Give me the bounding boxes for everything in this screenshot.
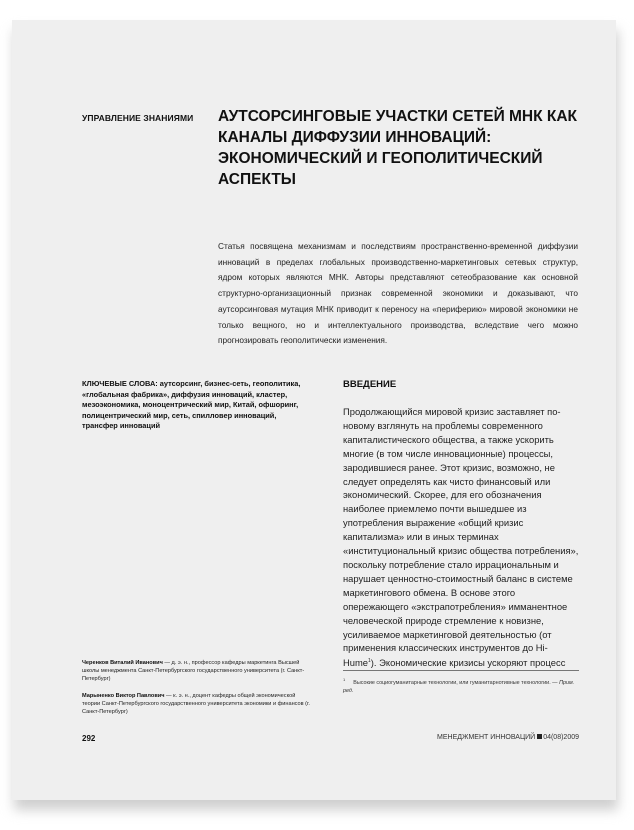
footnote-mark: 1 [343, 677, 346, 682]
introduction-text [343, 405, 579, 670]
keywords: КЛЮЧЕВЫЕ СЛОВА: аутсорсинг, бизнес-сеть, геополитика, «глобальная фабрика», диффузия инноваций, кластер, мезоэкономика, моноцентрический мир, Китай, офшоринг, полицентрический мир, сеть, спилловер инноваций, трансфер инноваций [82, 379, 301, 431]
footnote-reference: 1 [368, 658, 371, 665]
author-entry [82, 692, 314, 717]
author-info [82, 659, 314, 724]
introduction-body-end: ). Экономические кризисы ускоряют процесс [370, 657, 566, 669]
journal-name: МЕНЕДЖМЕНТ ИННОВАЦИЙ [437, 734, 536, 741]
article-abstract: Статья посвящена механизмам и последствиям пространственно-временной диффузии инноваций в пределах глобальных производственно-маркетинговых сетевых структур, ядром которых являются МНК. Авторы представляют сетеобразование как основной структурно-организационный признак современной экономики и доказывают, что аутсорсинговая мутация МНК приводит к переносу на «периферию» мировой экономики не только вещного, но и интеллектуального производства, вследствие чего можно прогнозировать геополитически изменения. [218, 241, 578, 346]
author-details: — к. э. н., доцент кафедры общей экономической теории Санкт-Петербургского государственного университета экономики и финансов (г. Санкт-Петербург) [82, 692, 310, 716]
journal-issue: 04(08)2009 [543, 734, 579, 741]
footnote-divider [343, 670, 579, 671]
article-title: АУТСОРСИНГОВЫЕ УЧАСТКИ СЕТЕЙ МНК КАК КАНАЛЫ ДИФФУЗИИ ИННОВАЦИЙ: ЭКОНОМИЧЕСКИЙ И ГЕОПОЛИТИЧЕСКИЙ АСПЕКТЫ [218, 108, 578, 188]
footnote-text: Высокие социогуманитарные технологии, или гуманитарнотивные технологии. — [353, 679, 560, 686]
author-name: Черенков Виталий Иванович [82, 660, 163, 666]
footnote [343, 676, 579, 695]
author-name: Марыненко Виктор Павлович [82, 692, 165, 699]
author-entry [82, 659, 314, 684]
author-details: — д. э. н., профессор кафедры маркетинга Высшей школы менеджмента Санкт-Петербургского государственного университета (г. Санкт-Петербург) [82, 660, 305, 683]
page-number: 292 [82, 734, 96, 743]
square-bullet-icon [537, 734, 542, 739]
footnote-note: Прим. ред. [343, 679, 575, 694]
journal-footer [420, 734, 579, 741]
section-label: УПРАВЛЕНИЕ ЗНАНИЯМИ [82, 113, 194, 123]
introduction-body: Продолжающийся мировой кризис заставляет по-новому взглянуть на проблемы современного капиталистического общества, а также ускорить многие (в том числе инновационные) процессы, зародившиеся ранее. Этот кризис, возможно, не следует определять как чисто финансовый или экономический. Скорее, для его обозначения наиболее приемлемо почти вышедшее из употребления выражение «общий кризис капитализма» или в иных терминах «институциональный кризис общества потребления», поскольку потребление стало иррациональным и нарушает ценностно-стоимостный баланс в системе маркетингового обмена. В основе этого опережающего «экстрапотребления» имманентное человеческой природе стремление к новизне, усиливаемое маркетинговой деятельностью (от применения классических инструментов до Hi-Hume [343, 406, 579, 669]
introduction-heading: ВВЕДЕНИЕ [343, 379, 397, 390]
